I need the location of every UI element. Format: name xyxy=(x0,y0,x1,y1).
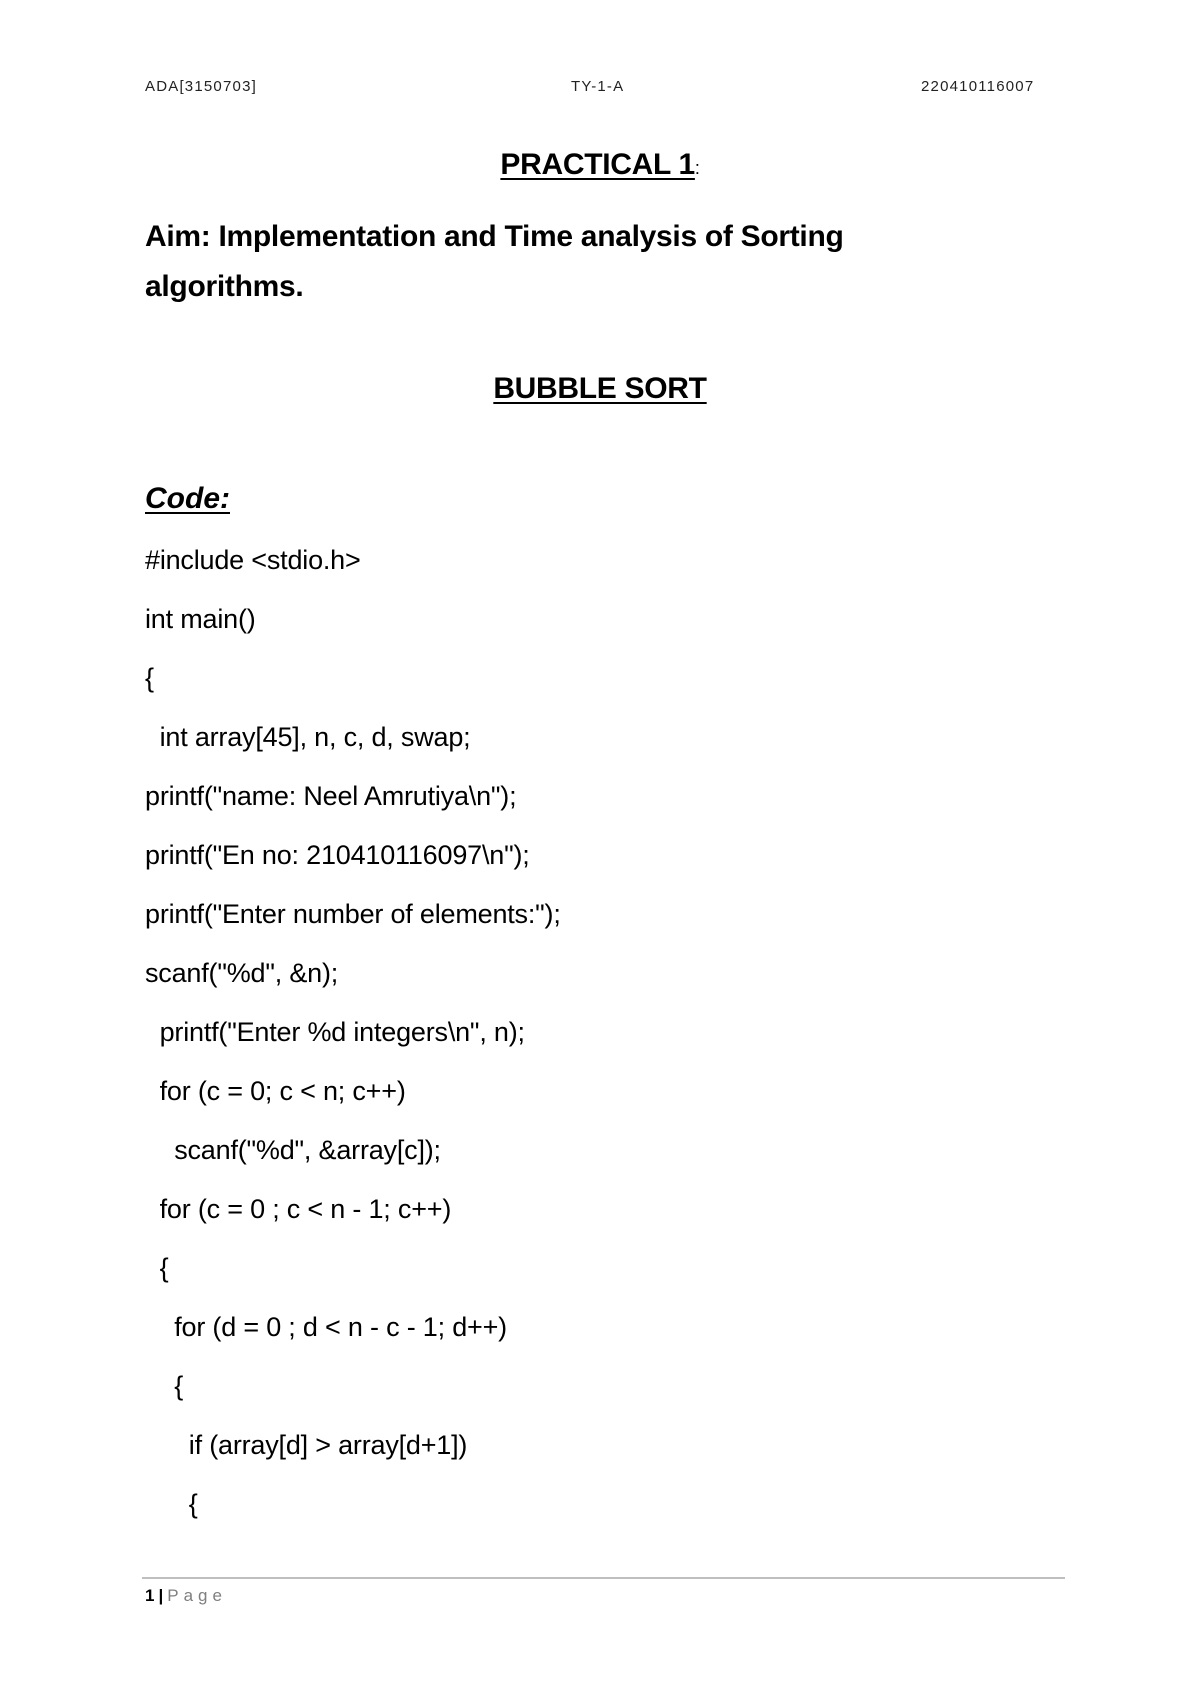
code-line: printf("Enter %d integers\n", n); xyxy=(145,1017,525,1047)
header-class: TY-1-A xyxy=(571,78,625,95)
code-line: scanf("%d", &array[c]); xyxy=(145,1135,441,1165)
page-number: 1 xyxy=(145,1586,155,1605)
code-line: if (array[d] > array[d+1]) xyxy=(145,1430,468,1460)
page-footer xyxy=(145,1586,227,1606)
code-line: printf("name: Neel Amrutiya\n"); xyxy=(145,781,517,811)
code-line: { xyxy=(145,1253,169,1283)
code-line: scanf("%d", &n); xyxy=(145,958,339,988)
code-label: Code: xyxy=(145,482,230,515)
practical-heading xyxy=(0,148,1200,182)
code-line: for (d = 0 ; d < n - c - 1; d++) xyxy=(145,1312,507,1342)
page-word: Page xyxy=(167,1586,227,1605)
code-line: #include <stdio.h> xyxy=(145,545,361,575)
code-line: printf("En no: 210410116097\n"); xyxy=(145,840,530,870)
practical-title: PRACTICAL 1 xyxy=(500,148,695,181)
header-course-code: ADA[3150703] xyxy=(145,78,257,95)
aim-statement xyxy=(145,212,925,312)
aim-line-1: Aim: Implementation and Time analysis of Sorting xyxy=(145,220,844,253)
footer-divider xyxy=(142,1577,1065,1579)
code-line: int main() xyxy=(145,604,256,634)
code-line: for (c = 0; c < n; c++) xyxy=(145,1076,406,1106)
code-line: { xyxy=(145,1371,184,1401)
code-line: { xyxy=(145,1489,198,1519)
code-line: for (c = 0 ; c < n - 1; c++) xyxy=(145,1194,452,1224)
code-line: int array[45], n, c, d, swap; xyxy=(145,722,471,752)
header-enrollment-number: 220410116007 xyxy=(921,78,1035,95)
code-block xyxy=(145,538,1045,1541)
code-line: { xyxy=(145,663,154,693)
section-title: BUBBLE SORT xyxy=(493,372,707,405)
code-line: printf("Enter number of elements:"); xyxy=(145,899,561,929)
practical-colon: : xyxy=(694,158,700,178)
footer-separator: | xyxy=(158,1586,164,1605)
aim-line-2: algorithms. xyxy=(145,270,304,303)
